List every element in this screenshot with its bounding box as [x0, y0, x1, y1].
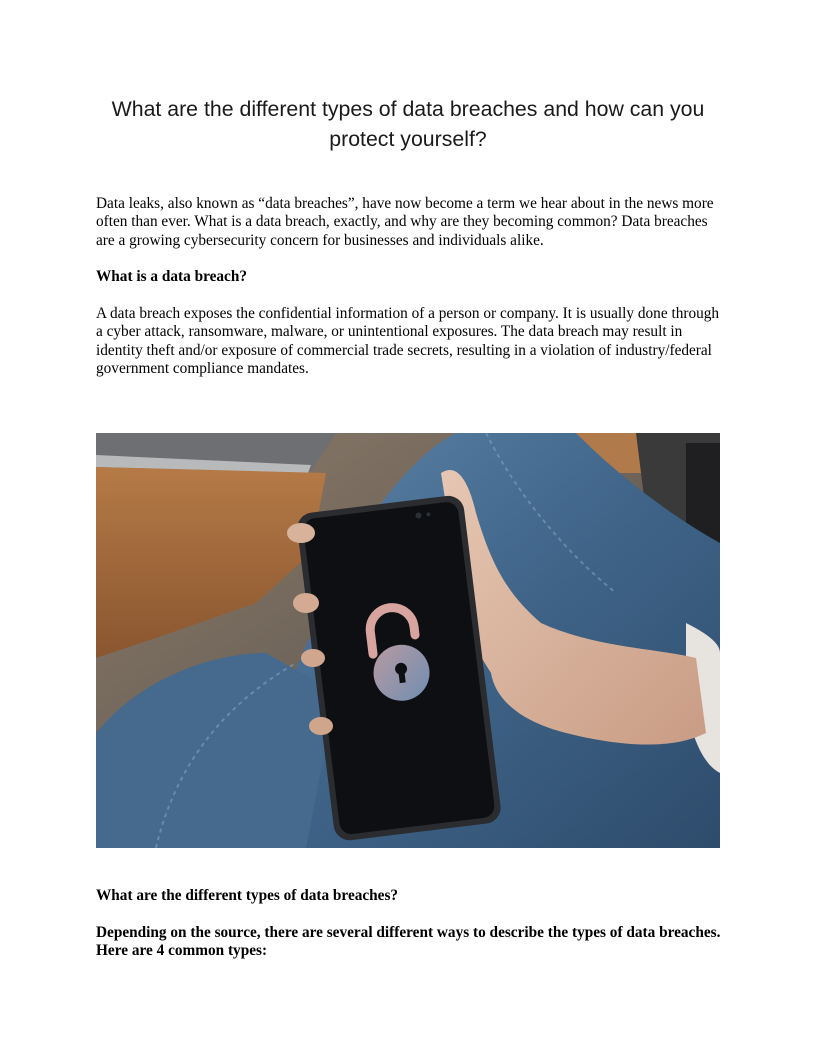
section-heading-types-of-data-breaches: What are the different types of data breaches?	[96, 887, 399, 904]
intro-paragraph: Data leaks, also known as “data breaches”, have now become a term we hear about in the news more often than ever. What is a data breach, exactly, and why are they becoming common? Data breaches are a growing cybersecurity concern for businesses and individuals alike.	[96, 195, 714, 249]
data-breach-definition-paragraph: A data breach exposes the confidential information of a person or company. It is usually done through a cyber attack, ransomware, malware, or unintentional exposures. The data breach may result in identity theft and/or exposure of commercial trade secrets, resulting in a violation of industry/federal government compliance mandates.	[96, 305, 720, 378]
phone-padlock-photo	[96, 433, 720, 848]
types-intro-paragraph: Depending on the source, there are several different ways to describe the types of data breaches. Here are 4 common types:	[96, 924, 721, 960]
document-title: What are the different types of data breaches and how can you protect yourself?	[111, 97, 705, 151]
section-heading-what-is-data-breach: What is a data breach?	[96, 268, 247, 285]
